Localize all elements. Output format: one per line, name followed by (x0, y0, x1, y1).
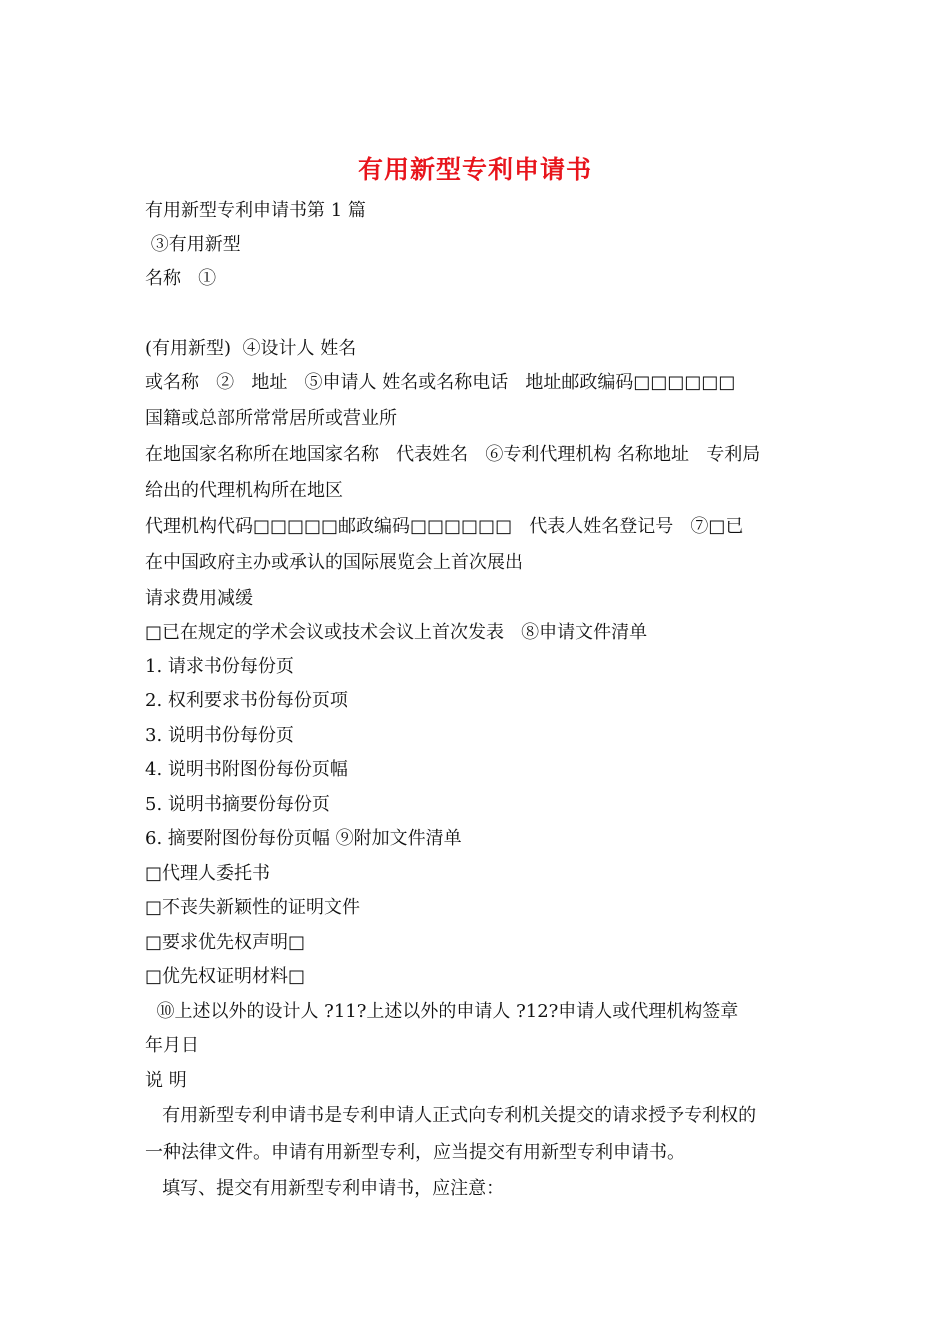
text-line: (有用新型) ④设计人 姓名 (145, 338, 357, 359)
list-item: 6. 摘要附图份每份页幅 ⑨附加文件清单 (145, 828, 462, 849)
list-item: 3. 说明书份每份页 (145, 725, 294, 746)
paragraph-line: 一种法律文件。申请有用新型专利，应当提交有用新型专利申请书。 (145, 1142, 685, 1163)
text-line: 在中国政府主办或承认的国际展览会上首次展出 (145, 552, 523, 573)
text-line: 名称 ① (145, 268, 217, 289)
text-line: ⑩上述以外的设计人 ?11?上述以外的申请人 ?12?申请人或代理机构签章 (145, 1001, 739, 1022)
list-item: 2. 权利要求书份每份页项 (145, 690, 348, 711)
text-line: 有用新型专利申请书第 1 篇 (145, 200, 366, 221)
date-line: 年月日 (145, 1035, 199, 1056)
list-item: 5. 说明书摘要份每份页 (145, 794, 330, 815)
text-line: □已在规定的学术会议或技术会议上首次发表 ⑧申请文件清单 (145, 622, 648, 643)
text-line: ③有用新型 (145, 234, 241, 255)
paragraph-line: 有用新型专利申请书是专利申请人正式向专利机关提交的请求授予专利权的 (145, 1105, 757, 1126)
text-line: 在地国家名称所在地国家名称 代表姓名 ⑥专利代理机构 名称地址 专利局 (145, 444, 761, 465)
document-title: 有用新型专利申请书 (357, 155, 592, 184)
checkbox-line: □优先权证明材料□ (145, 966, 306, 987)
list-item: 4. 说明书附图份每份页幅 (145, 759, 348, 780)
text-line: 国籍或总部所常常居所或营业所 (145, 408, 397, 429)
checkbox-line: □代理人委托书 (145, 863, 271, 884)
text-line: 或名称 ② 地址 ⑤申请人 姓名或名称电话 地址邮政编码□□□□□□ (145, 372, 736, 393)
text-line: 给出的代理机构所在地区 (145, 480, 343, 501)
section-heading: 说 明 (145, 1070, 187, 1091)
checkbox-line: □不丧失新颖性的证明文件 (145, 897, 361, 918)
text-line: 请求费用减缓 (145, 588, 253, 609)
text-line: 代理机构代码□□□□□邮政编码□□□□□□ 代表人姓名登记号 ⑦□已 (145, 516, 744, 537)
checkbox-line: □要求优先权声明□ (145, 932, 306, 953)
paragraph-line: 填写、提交有用新型专利申请书，应注意： (145, 1178, 505, 1199)
list-item: 1. 请求书份每份页 (145, 656, 294, 677)
